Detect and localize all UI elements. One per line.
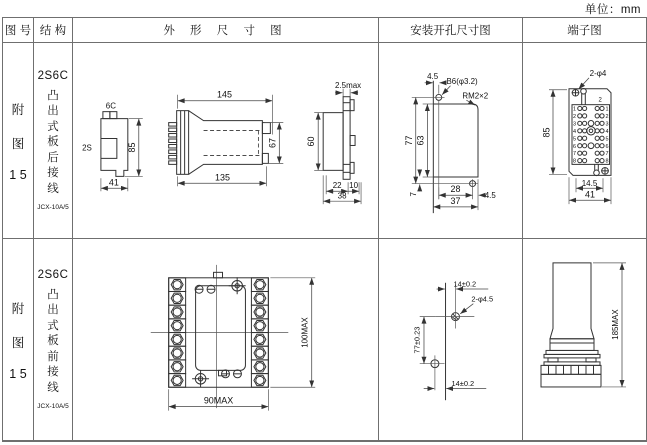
dim-77: 77±0.23 (412, 326, 422, 354)
fig-char: 附 (11, 301, 25, 316)
model-label: 2S6C (37, 268, 69, 281)
pin-number: 1 (605, 106, 609, 113)
pin-number: 8 (572, 158, 577, 165)
fig-char: 1 5 (9, 366, 27, 381)
structure-desc: 凸 出 式 板 前 接 线 (47, 288, 59, 394)
dim-2-5max: 2.5max (335, 80, 362, 90)
pin-number: 1 (572, 106, 577, 113)
dim-60: 60 (306, 136, 317, 147)
corner-label: RM2×2 (462, 91, 489, 101)
dim-10: 10 (349, 181, 359, 191)
pin-number: 3 (605, 121, 609, 128)
dim-6c: 6C (105, 101, 116, 111)
dim-4-5-top: 4.5 (427, 71, 439, 81)
fig-no-row1 (3, 43, 34, 239)
pin-number: 5 (572, 136, 577, 143)
contact-grid (578, 106, 604, 162)
model-footnote: JCX-10A/5 (37, 204, 69, 212)
terminal-svg-row1 (523, 43, 646, 238)
model-footnote: JCX-10A/5 (37, 403, 69, 411)
structure-row2 (34, 239, 73, 440)
mounting-svg-row1 (379, 43, 522, 238)
pin-number: 7 (605, 151, 609, 158)
pin-number: 4 (572, 128, 577, 135)
outline-drawing-row1 (73, 43, 379, 239)
front-view (82, 102, 143, 192)
pin-number: 7 (572, 151, 577, 158)
outline-svg-row1 (73, 43, 378, 238)
socket-front-view (151, 265, 315, 411)
dim-77: 77 (403, 135, 414, 146)
structure-desc: 凸 出 式 板 后 接 线 (47, 89, 59, 195)
mount-screw (229, 277, 246, 294)
mounting-drawing-row2 (379, 239, 523, 440)
spec-table (2, 17, 647, 442)
dim-14-bottom: 14±0.2 (451, 378, 475, 388)
dim-185max: 185MAX (610, 309, 621, 340)
fig-no-row2 (3, 239, 34, 440)
header-fig: 图 号 (3, 18, 34, 43)
fig-char: 图 (11, 136, 25, 151)
header-structure: 结 构 (34, 18, 73, 43)
dim-90max: 90MAX (203, 395, 234, 406)
unit-label: 单位：mm (584, 4, 641, 16)
cutout-view (404, 72, 497, 213)
fig-char: 1 5 (9, 167, 27, 182)
pin-number: 5 (605, 136, 609, 143)
dim-41: 41 (108, 177, 119, 188)
rear-view (306, 81, 361, 204)
outline-drawing-row2 (73, 239, 379, 440)
mounting-svg-row2 (379, 239, 522, 440)
dim-4-5-right: 4.5 (484, 191, 496, 201)
terminal-svg-row2 (523, 239, 646, 440)
dim-38: 38 (337, 191, 347, 201)
pin-number: 6 (572, 143, 577, 150)
model-label: 2S6C (37, 69, 69, 82)
hole-label: 2-φ4.5 (471, 294, 494, 304)
hole-label: B6(φ3.2) (446, 76, 478, 86)
fig-char: 附 (11, 102, 25, 117)
dim-100max: 100MAX (300, 317, 310, 348)
terminal-drawing-row2 (523, 239, 646, 440)
dim-14-5: 14.5 (581, 178, 598, 188)
dim-145: 145 (217, 89, 232, 100)
dim-2s: 2S (82, 143, 92, 153)
hole-label: 2-φ4 (589, 68, 607, 78)
dim-41: 41 (584, 189, 596, 200)
pin-number: 2 (572, 113, 577, 120)
fig-char: 图 (11, 335, 25, 350)
pin-number: 4 (605, 128, 609, 135)
drill-view (413, 279, 493, 400)
pin-number: 3 (572, 121, 577, 128)
dim-37: 37 (450, 196, 461, 207)
side-view (169, 90, 284, 187)
pin-number: 8 (605, 158, 609, 165)
dim-85: 85 (541, 127, 552, 138)
terminal-drawing-row1 (523, 43, 646, 239)
dim-22: 22 (332, 181, 342, 191)
dim-28: 28 (450, 184, 461, 195)
header-terminal: 端子图 (523, 18, 646, 43)
pin-number: 6 (605, 143, 609, 150)
pin-number: 2 (605, 113, 609, 120)
header-mounting: 安装开孔尺寸图 (379, 18, 523, 43)
dim-14-top: 14±0.2 (453, 279, 477, 289)
dim-85: 85 (126, 142, 137, 153)
dim-63: 63 (415, 135, 426, 146)
structure-row1 (34, 43, 73, 239)
dim-7: 7 (409, 192, 419, 197)
dim-67: 67 (267, 138, 278, 148)
mounting-drawing-row1 (379, 43, 523, 239)
mount-screw (192, 370, 209, 387)
outline-svg-row2 (73, 239, 378, 440)
terminal-view (541, 69, 611, 204)
relay-side-view (541, 263, 626, 387)
dim-135: 135 (215, 172, 230, 183)
terminal-tag: 2 (598, 97, 602, 104)
header-outline: 外 形 尺 寸 图 (73, 18, 379, 43)
